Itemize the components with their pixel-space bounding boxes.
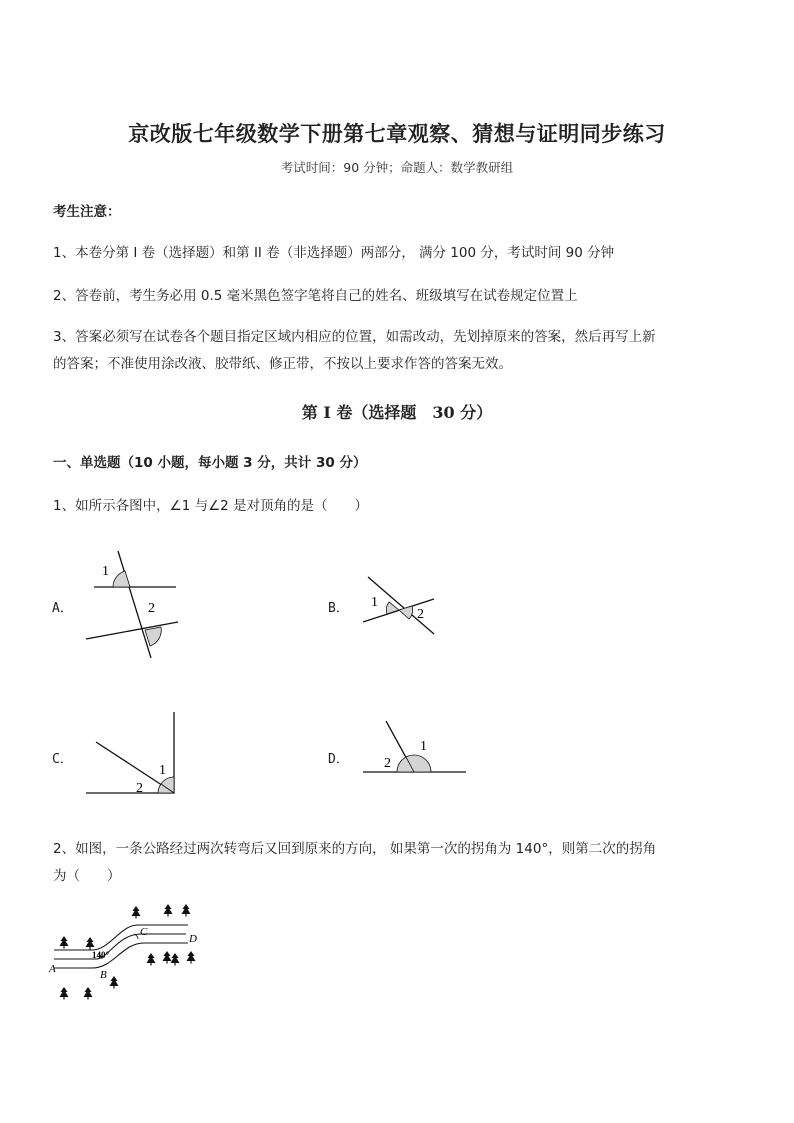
- angle-2-label: 2: [148, 601, 155, 616]
- question-2-stem: 2、如图，一条公路经过两次转弯后又回到原来的方向， 如果第一次的拐角为 140°，则第二次的拐角: [53, 841, 657, 857]
- road-figure: [48, 895, 208, 1010]
- option-d-figure: [360, 715, 470, 780]
- notice-item: 2、答卷前，考生务必用 0.5 毫米黑色签字笔将自己的姓名、班级填写在试卷规定位置上: [53, 288, 578, 304]
- angle-1-label: 1: [159, 763, 166, 778]
- part-heading: 一、单选题（10 小题，每小题 3 分，共计 30 分）: [53, 455, 367, 471]
- question-2-stem-continued: 为（ ）: [53, 868, 121, 884]
- tree-icons: [60, 904, 196, 1000]
- point-b-label: B: [100, 969, 107, 981]
- angle-1-label: 1: [371, 595, 378, 610]
- notice-heading: 考生注意：: [53, 204, 121, 220]
- notice-item-continued: 的答案；不准使用涂改液、胶带纸、修正带，不按以上要求作答的答案无效。: [53, 356, 512, 372]
- exam-info: 考试时间：90 分钟；命题人：数学教研组: [280, 160, 514, 175]
- angle-2-label: 2: [384, 756, 391, 771]
- angle-1-label: 1: [420, 739, 427, 754]
- point-c-label: C: [140, 926, 148, 938]
- notice-item: 3、答案必须写在试卷各个题目指定区域内相应的位置，如需改动，先划掉原来的答案，然后再写上新: [53, 329, 656, 345]
- angle-1-label: 1: [102, 564, 109, 579]
- angle-140-label: 140°: [92, 950, 110, 960]
- point-d-label: D: [189, 933, 197, 945]
- option-a-figure: [80, 545, 190, 665]
- page-title: 京改版七年级数学下册第七章观察、猜想与证明同步练习: [128, 121, 666, 146]
- option-c-figure: [82, 708, 182, 800]
- option-c-label[interactable]: C．: [52, 752, 73, 767]
- section-title: 第 I 卷（选择题 30 分）: [301, 403, 493, 422]
- option-d-label[interactable]: D．: [328, 752, 349, 767]
- question-1-stem: 1、如所示各图中，∠1 与∠2 是对顶角的是（ ）: [53, 498, 369, 514]
- angle-2-label: 2: [417, 607, 424, 622]
- point-a-label: A: [49, 963, 56, 975]
- option-b-label[interactable]: B．: [328, 601, 349, 616]
- option-b-figure: [355, 570, 445, 640]
- option-a-label[interactable]: A．: [52, 601, 73, 616]
- notice-item: 1、本卷分第 I 卷（选择题）和第 II 卷（非选择题）两部分， 满分 100 分，考试时间 90 分钟: [53, 245, 615, 261]
- angle-2-label: 2: [136, 781, 143, 796]
